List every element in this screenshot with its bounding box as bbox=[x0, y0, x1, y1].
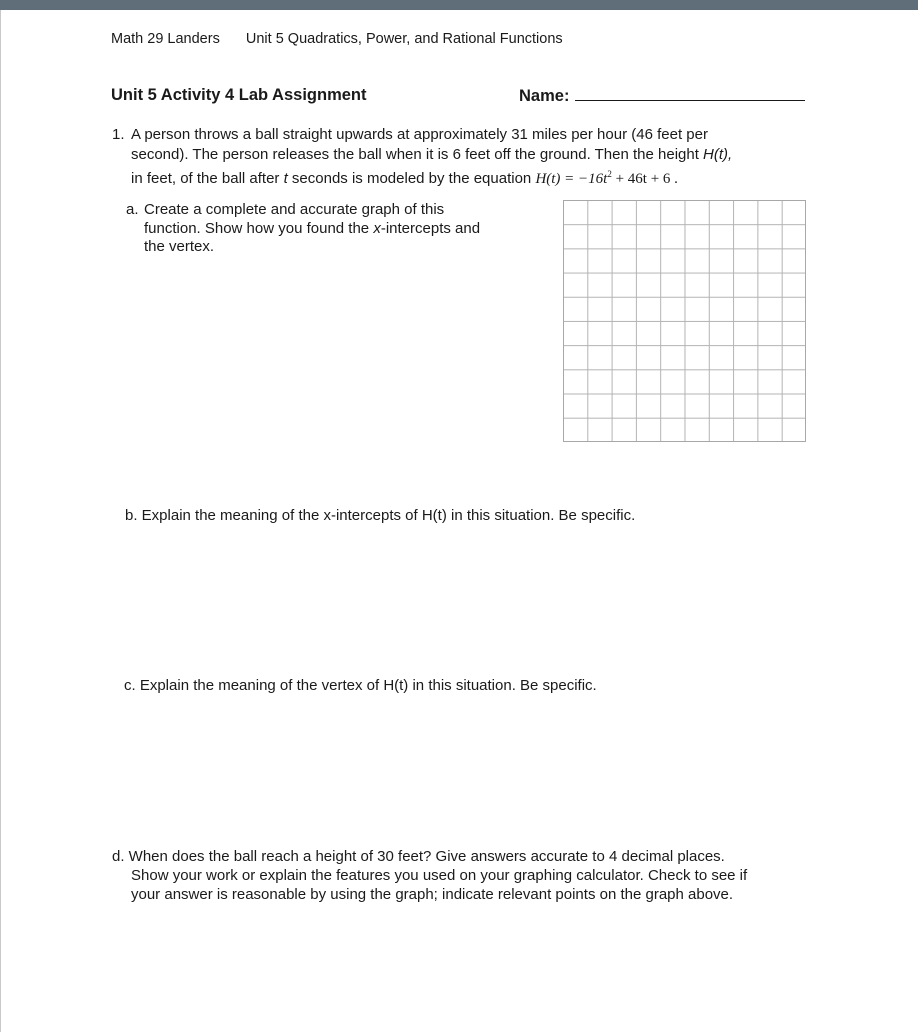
height-function-label: H(t), bbox=[703, 146, 733, 163]
header-course: Math 29 Landers bbox=[111, 31, 220, 47]
page-left-border bbox=[0, 10, 1, 1032]
part-a-label: a. bbox=[126, 201, 139, 218]
part-a-line-2 bbox=[144, 219, 480, 238]
equation-lhs: H(t) = −16t bbox=[535, 171, 608, 187]
x-variable: x bbox=[373, 220, 381, 237]
problem-1-line-1: A person throws a ball straight upwards at approximately 31 miles per hour (46 feet per bbox=[131, 126, 708, 143]
problem-1-line-2 bbox=[131, 145, 732, 165]
part-a-line-3: the vertex. bbox=[144, 238, 215, 255]
page-title: Unit 5 Activity 4 Lab Assignment bbox=[111, 86, 367, 104]
part-b-question: b. Explain the meaning of the x-intercepts of H(t) in this situation. Be specific. bbox=[125, 507, 636, 524]
problem-1-line-3 bbox=[131, 169, 678, 189]
equation-exponent: 2 bbox=[607, 169, 612, 179]
name-field[interactable] bbox=[519, 86, 805, 106]
problem-1-line-3-text-b: seconds is modeled by the equation bbox=[287, 170, 536, 187]
part-d-line-1: d. When does the ball reach a height of 30 feet? Give answers accurate to 4 decimal places. bbox=[112, 848, 725, 865]
equation-rhs: + 46t + 6 . bbox=[611, 171, 678, 187]
name-label: Name: bbox=[519, 87, 570, 105]
part-d-line-3: your answer is reasonable by using the graph; indicate relevant points on the graph above. bbox=[131, 886, 734, 903]
part-a-line-2-text-b: -intercepts and bbox=[380, 220, 481, 237]
window-top-bar bbox=[0, 0, 918, 10]
graph-grid[interactable] bbox=[563, 200, 806, 442]
header-unit: Unit 5 Quadratics, Power, and Rational Functions bbox=[245, 31, 563, 47]
part-a-line-1: Create a complete and accurate graph of this bbox=[144, 201, 445, 218]
height-equation bbox=[535, 171, 678, 187]
time-variable: t bbox=[283, 170, 288, 187]
part-c-question: c. Explain the meaning of the vertex of H(t) in this situation. Be specific. bbox=[124, 677, 597, 694]
problem-1-line-2-text: second). The person releases the ball when it is 6 feet off the ground. Then the height bbox=[131, 146, 704, 163]
part-a-line-2-text-a: function. Show how you found the bbox=[144, 220, 374, 237]
part-d-line-2: Show your work or explain the features you used on your graphing calculator. Check to see if bbox=[131, 867, 748, 884]
name-blank-line[interactable] bbox=[575, 86, 805, 101]
page-header bbox=[111, 31, 563, 47]
problem-1-number: 1. bbox=[112, 126, 125, 143]
problem-1-line-3-text-a: in feet, of the ball after bbox=[131, 170, 284, 187]
